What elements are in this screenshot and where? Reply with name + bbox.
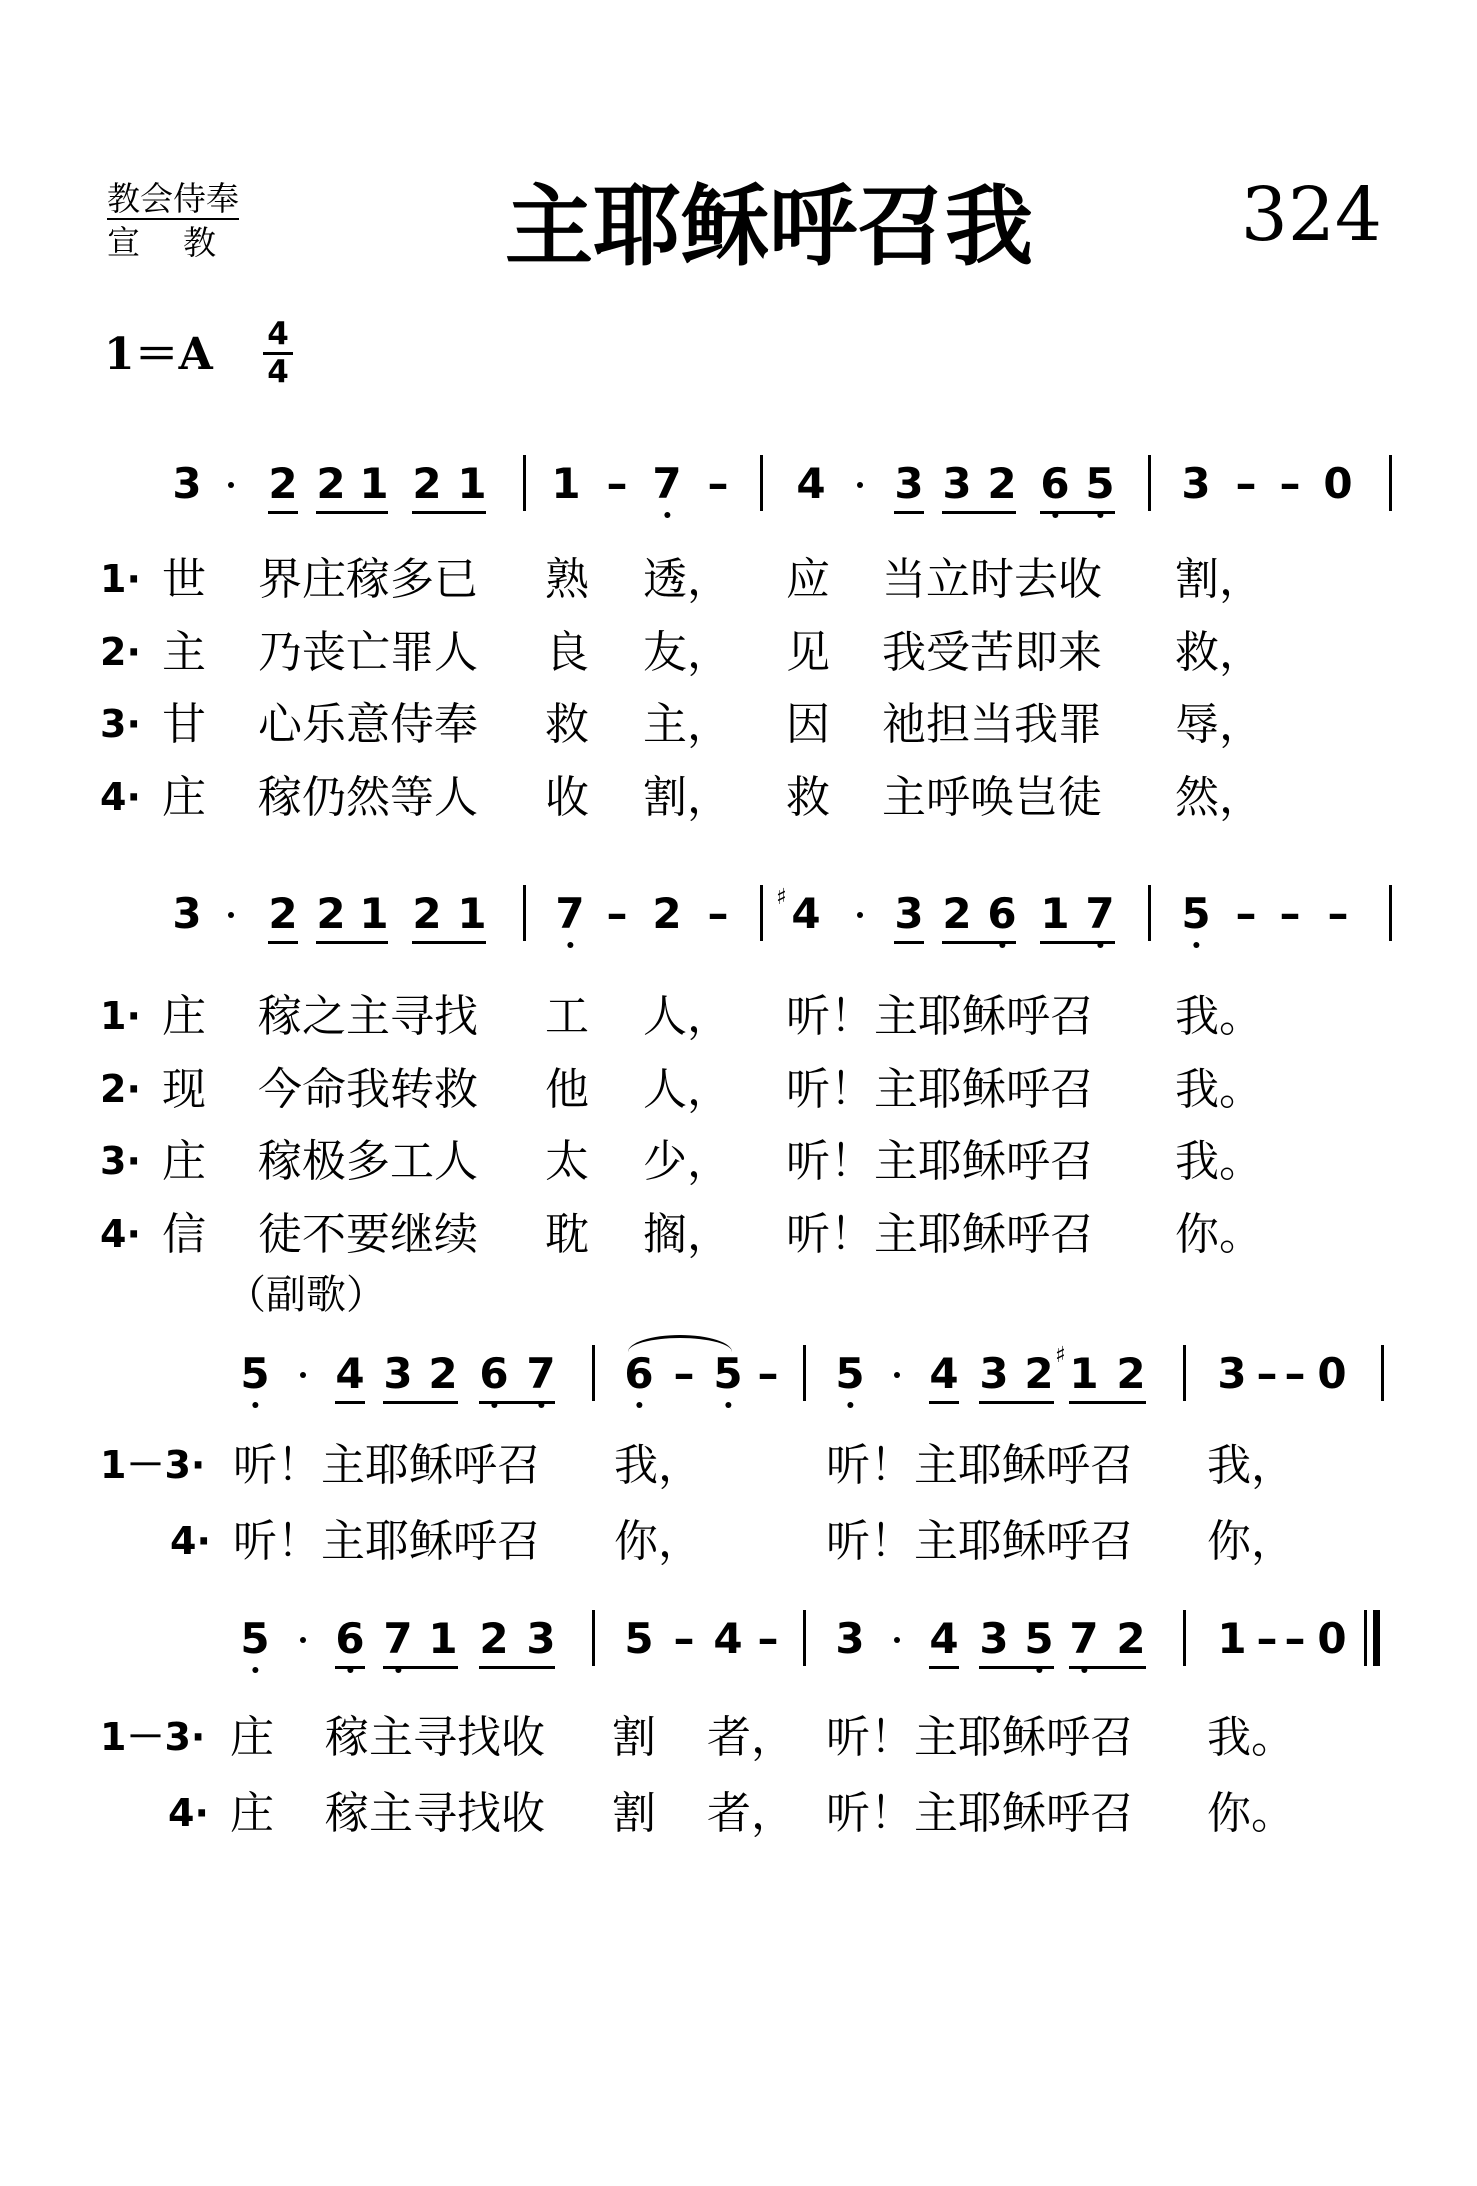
lyric: 庄	[230, 1788, 274, 1839]
dash: –	[1256, 1349, 1278, 1398]
lyric: 透，	[643, 554, 731, 605]
note: 6	[624, 1349, 654, 1398]
verse-number: 3·	[100, 702, 141, 746]
beam	[929, 1401, 959, 1404]
note: 1	[1217, 1614, 1247, 1663]
note: 4	[335, 1349, 365, 1398]
lyric: 听！主耶稣呼召	[233, 1440, 541, 1491]
bar-line	[803, 1345, 806, 1401]
lyric: 乃丧亡罪人	[258, 627, 478, 678]
dash: –	[707, 459, 729, 508]
lyric: 甘	[162, 699, 206, 750]
beam	[335, 1401, 365, 1404]
beam	[942, 941, 1016, 944]
lyric: 祂担当我罪	[882, 699, 1102, 750]
lyric: 我受苦即来	[882, 627, 1102, 678]
note: 6	[1040, 459, 1070, 508]
verse-number: 1·	[100, 994, 141, 1038]
verse-number: 2·	[100, 1067, 141, 1111]
note: 2	[987, 459, 1017, 508]
time-signature-top: 4	[267, 316, 289, 352]
note: 2	[412, 459, 442, 508]
lyric: 你。	[1207, 1788, 1295, 1839]
lyric: 主	[162, 627, 206, 678]
note: 0	[1317, 1614, 1347, 1663]
note: 7	[652, 459, 682, 508]
beam	[894, 511, 924, 514]
beam	[335, 1666, 365, 1669]
note: 4	[929, 1349, 959, 1398]
lyric: 今命我转救	[258, 1064, 478, 1115]
lyric: 信	[162, 1209, 206, 1260]
lyric: 稼之主寻找	[258, 991, 478, 1042]
lyric: 我，	[614, 1440, 702, 1491]
note: 1	[457, 889, 487, 938]
dash: –	[1279, 889, 1301, 938]
note: 2	[1116, 1349, 1146, 1398]
lyric: 割	[612, 1788, 656, 1839]
note: 3	[835, 1614, 865, 1663]
note: 5	[1085, 459, 1115, 508]
lyric: 庄	[230, 1712, 274, 1763]
note: 3	[172, 459, 202, 508]
beam	[383, 1666, 458, 1669]
lyric: 主，	[643, 699, 731, 750]
dash: –	[757, 1614, 779, 1663]
lyric: 太	[545, 1136, 589, 1187]
lyric: 稼主寻找收	[325, 1712, 545, 1763]
note: 1	[1069, 1349, 1099, 1398]
dash: –	[1279, 459, 1301, 508]
dash: –	[757, 1349, 779, 1398]
note: 7	[1069, 1614, 1099, 1663]
bar-line	[1148, 455, 1151, 511]
lyric: 我。	[1175, 991, 1263, 1042]
hymn-title: 主耶稣呼召我	[505, 174, 1034, 278]
bar-line	[592, 1345, 595, 1401]
lyric: 你，	[1207, 1516, 1295, 1567]
note: 2	[268, 459, 298, 508]
note: 5	[240, 1349, 270, 1398]
augmentation-dot	[894, 1372, 900, 1378]
augmentation-dot	[228, 482, 234, 488]
note: 3	[1181, 459, 1211, 508]
lyric: 听！主耶稣呼召	[786, 1209, 1094, 1260]
verse-number: 4·	[170, 1519, 211, 1563]
note: 6	[335, 1614, 365, 1663]
lyric: 熟	[545, 554, 589, 605]
sharp-sign: ♯	[1055, 1343, 1066, 1368]
verse-number: 4·	[100, 1212, 141, 1256]
verse-number: 1－3·	[100, 1443, 206, 1487]
lyric: 我。	[1175, 1064, 1263, 1115]
dash: –	[1284, 1614, 1306, 1663]
lyric: 我。	[1207, 1712, 1295, 1763]
dash: –	[707, 889, 729, 938]
note: 6	[987, 889, 1017, 938]
note: 5	[624, 1614, 654, 1663]
note: 2	[316, 459, 346, 508]
note: 0	[1317, 1349, 1347, 1398]
beam	[412, 511, 486, 514]
lyric: 友，	[643, 627, 731, 678]
lyric: 者，	[707, 1788, 795, 1839]
lyric: 者，	[707, 1712, 795, 1763]
beam	[412, 941, 486, 944]
note: 1	[359, 889, 389, 938]
note: 6	[479, 1349, 509, 1398]
dash: –	[606, 459, 628, 508]
note: 2	[268, 889, 298, 938]
lyric: 我，	[1207, 1440, 1295, 1491]
dash: –	[1235, 459, 1257, 508]
augmentation-dot	[894, 1637, 900, 1643]
note: 1	[551, 459, 581, 508]
time-signature	[263, 318, 293, 388]
augmentation-dot	[857, 912, 863, 918]
lyric: 辱，	[1175, 699, 1263, 750]
lyric: 人，	[643, 1064, 731, 1115]
note: 3	[1217, 1349, 1247, 1398]
note: 5	[1024, 1614, 1054, 1663]
sharp-sign: ♯	[776, 885, 787, 910]
bar-line	[1183, 1345, 1186, 1401]
time-signature-bottom: 4	[267, 353, 289, 390]
lyric: 稼极多工人	[258, 1136, 478, 1187]
lyric: 然，	[1175, 772, 1263, 823]
lyric: 救，	[1175, 627, 1263, 678]
note: 4	[929, 1614, 959, 1663]
verse-number: 4·	[100, 775, 141, 819]
lyric: 工	[545, 991, 589, 1042]
dash: –	[1235, 889, 1257, 938]
category-label-primary: 教会侍奉	[107, 179, 239, 218]
verse-number: 1－3·	[100, 1715, 206, 1759]
beam	[268, 941, 298, 944]
lyric: 听！主耶稣呼召	[826, 1440, 1134, 1491]
dash: –	[606, 889, 628, 938]
beam	[316, 941, 388, 944]
note: 5	[240, 1614, 270, 1663]
bar-line	[523, 455, 526, 511]
beam	[942, 511, 1016, 514]
lyric: 割，	[643, 772, 731, 823]
lyric: 应	[786, 554, 830, 605]
note: 2	[1024, 1349, 1054, 1398]
note: 3	[526, 1614, 556, 1663]
note: 1	[359, 459, 389, 508]
note: 2	[428, 1349, 458, 1398]
augmentation-dot	[300, 1637, 306, 1643]
beam	[383, 1401, 458, 1404]
beam	[1040, 941, 1115, 944]
lyric: 见	[786, 627, 830, 678]
note: 3	[979, 1349, 1009, 1398]
beam	[316, 511, 388, 514]
note: 2	[316, 889, 346, 938]
verse-number: 3·	[100, 1139, 141, 1183]
lyric: 少，	[643, 1136, 731, 1187]
note: 4	[791, 889, 821, 938]
note: 4	[796, 459, 826, 508]
lyric: 听！主耶稣呼召	[233, 1516, 541, 1567]
dash: –	[1256, 1614, 1278, 1663]
lyric: 稼主寻找收	[325, 1788, 545, 1839]
lyric: 听！主耶稣呼召	[826, 1516, 1134, 1567]
lyric: 收	[545, 772, 589, 823]
note: 5	[1181, 889, 1211, 938]
lyric: 耽	[545, 1209, 589, 1260]
dash: –	[673, 1349, 695, 1398]
lyric: 庄	[162, 1136, 206, 1187]
lyric: 听！主耶稣呼召	[826, 1788, 1134, 1839]
lyric: 主呼唤岂徒	[882, 772, 1102, 823]
lyric: 现	[162, 1064, 206, 1115]
lyric: 听！主耶稣呼召	[786, 991, 1094, 1042]
lyric: 你。	[1175, 1209, 1263, 1260]
staff-line-2	[0, 885, 1477, 947]
note: 2	[412, 889, 442, 938]
dash: –	[673, 1614, 695, 1663]
lyric: 世	[162, 554, 206, 605]
note: 1	[1040, 889, 1070, 938]
lyric: 庄	[162, 991, 206, 1042]
note: 4	[713, 1614, 743, 1663]
note: 5	[835, 1349, 865, 1398]
beam	[1069, 1666, 1146, 1669]
lyric: 界庄稼多已	[258, 554, 478, 605]
final-bar-thick	[1373, 1610, 1380, 1666]
staff-line-3	[0, 1345, 1477, 1407]
dash: –	[1327, 889, 1349, 938]
verse-number: 4·	[168, 1791, 209, 1835]
beam	[894, 941, 924, 944]
beam	[1069, 1401, 1146, 1404]
bar-line	[1148, 885, 1151, 941]
beam	[1040, 511, 1115, 514]
note: 2	[942, 889, 972, 938]
dash: –	[1284, 1349, 1306, 1398]
note: 3	[979, 1614, 1009, 1663]
note: 0	[1323, 459, 1353, 508]
note: 7	[383, 1614, 413, 1663]
note: 3	[383, 1349, 413, 1398]
note: 5	[713, 1349, 743, 1398]
lyric: 稼仍然等人	[258, 772, 478, 823]
note: 3	[894, 889, 924, 938]
note: 2	[1116, 1614, 1146, 1663]
key-signature: 1＝A	[104, 329, 213, 380]
augmentation-dot	[300, 1372, 306, 1378]
hymn-number: 324	[1240, 172, 1382, 258]
lyric: 割	[612, 1712, 656, 1763]
lyric: 救	[545, 699, 589, 750]
lyric: 因	[786, 699, 830, 750]
lyric: 听！主耶稣呼召	[786, 1136, 1094, 1187]
note: 7	[526, 1349, 556, 1398]
beam	[979, 1666, 1054, 1669]
note: 3	[172, 889, 202, 938]
staff-line-1	[0, 455, 1477, 517]
lyric: 搁，	[643, 1209, 731, 1260]
lyric: 我。	[1175, 1136, 1263, 1187]
beam	[979, 1401, 1054, 1404]
beam	[479, 1401, 555, 1404]
note: 1	[428, 1614, 458, 1663]
note: 3	[894, 459, 924, 508]
bar-line	[803, 1610, 806, 1666]
lyric: 心乐意侍奉	[258, 699, 478, 750]
bar-line	[523, 885, 526, 941]
note: 7	[555, 889, 585, 938]
note: 3	[942, 459, 972, 508]
lyric: 你，	[614, 1516, 702, 1567]
bar-line	[760, 885, 763, 941]
note: 7	[1085, 889, 1115, 938]
lyric: 听！主耶稣呼召	[786, 1064, 1094, 1115]
verse-number: 1·	[100, 557, 141, 601]
lyric: 徒不要继续	[258, 1209, 478, 1260]
chorus-label: （副歌）	[226, 1272, 386, 1318]
lyric: 庄	[162, 772, 206, 823]
bar-line	[1381, 1345, 1384, 1401]
note: 2	[652, 889, 682, 938]
augmentation-dot	[857, 482, 863, 488]
lyric: 人，	[643, 991, 731, 1042]
lyric: 当立时去收	[882, 554, 1102, 605]
lyric: 割，	[1175, 554, 1263, 605]
category-label-secondary: 宣教	[107, 223, 259, 262]
beam	[929, 1666, 959, 1669]
beam	[479, 1666, 555, 1669]
note: 1	[457, 459, 487, 508]
staff-line-4	[0, 1610, 1477, 1672]
lyric: 他	[545, 1064, 589, 1115]
bar-line	[592, 1610, 595, 1666]
lyric: 良	[545, 627, 589, 678]
bar-line	[760, 455, 763, 511]
augmentation-dot	[228, 912, 234, 918]
bar-line	[1389, 455, 1392, 511]
beam	[268, 511, 298, 514]
bar-line	[1183, 1610, 1186, 1666]
lyric: 救	[786, 772, 830, 823]
verse-number: 2·	[100, 630, 141, 674]
note: 2	[479, 1614, 509, 1663]
bar-line	[1389, 885, 1392, 941]
final-bar-thin	[1364, 1610, 1367, 1666]
lyric: 听！主耶稣呼召	[826, 1712, 1134, 1763]
